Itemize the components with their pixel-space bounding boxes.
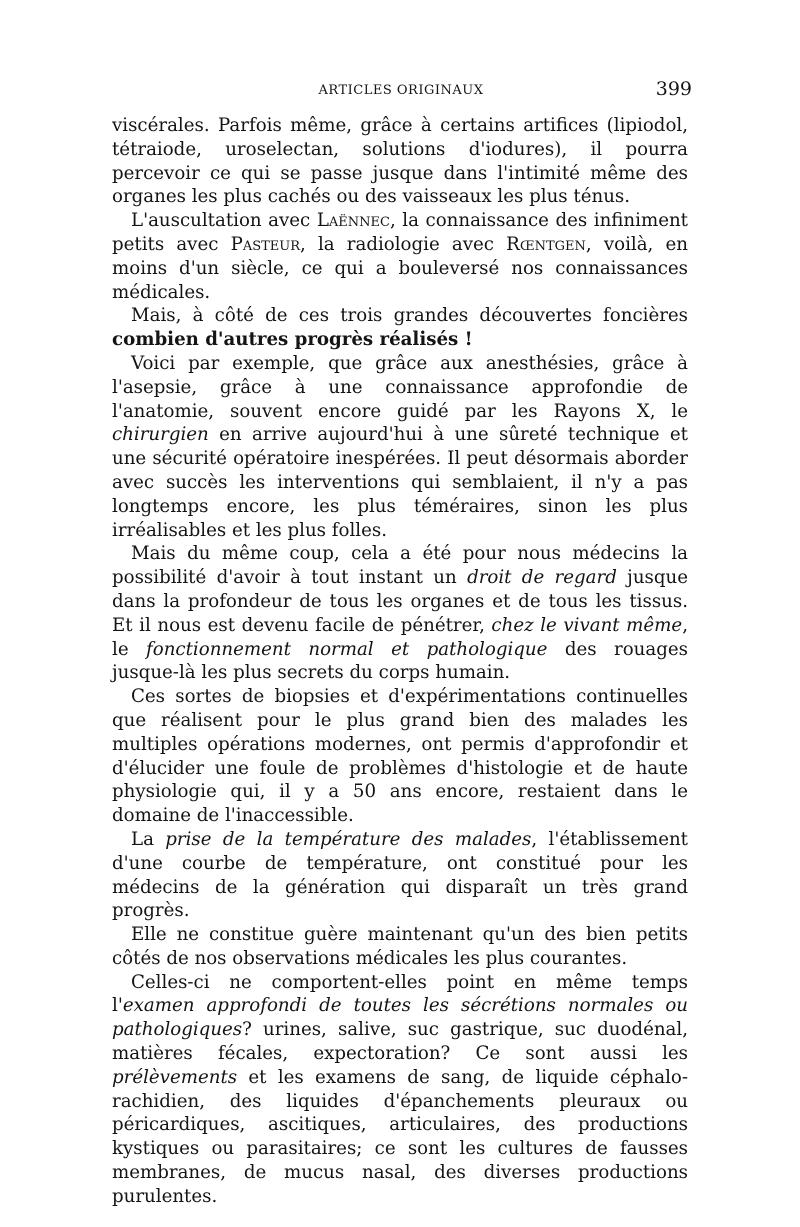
- text-run: ? urines, salive, suc gastrique, suc duodénal, matières fécales, expectoration? Ce sont aussi les: [112, 1019, 688, 1065]
- paragraph-8: [112, 923, 688, 971]
- name-roentgen: Rœntgen: [506, 233, 586, 255]
- paragraph-1: [112, 114, 688, 209]
- text-run: Mais, à côté de ces trois grandes découvertes foncières: [131, 305, 688, 327]
- paragraph-5: [112, 542, 688, 685]
- page-header: [110, 78, 692, 102]
- paragraph-3: [112, 304, 688, 352]
- running-title: ARTICLES ORIGINAUX: [318, 83, 484, 98]
- text-run: des rouages jusque-là les plus secrets du corps humain.: [112, 638, 688, 684]
- paragraph-4: [112, 352, 688, 542]
- name-laennec: Laënnec: [316, 210, 390, 232]
- text-run: , voilà, en moins d'un siècle, ce qui a bouleversé nos connaissances médicales.: [112, 233, 688, 303]
- text-run: Celles-ci ne comportent-elles point en même temps l': [112, 971, 688, 1017]
- text-run: en arrive aujourd'hui à une sûreté technique et une sécurité opératoire inespérées. Il peut désormais aborder avec succès les interventions qui semblaient, il n'y a pas longtemps encore, les plus téméraires, sinon les plus irréalisables et les plus folles.: [112, 424, 688, 541]
- paragraph-6: [112, 685, 688, 828]
- body-text: [112, 114, 688, 1209]
- italic-emphasis: fonctionnement normal et pathologique: [146, 638, 548, 660]
- text-run: , le: [112, 614, 688, 660]
- text-run: Voici par exemple, que grâce aux anesthésies, grâce à l'asepsie, grâce à une connaissance approfondie de l'anatomie, souvent encore guidé par les Rayons X, le: [112, 352, 688, 422]
- bold-emphasis: combien d'autres progrès réalisés !: [112, 329, 473, 351]
- paragraph-7: [112, 828, 688, 923]
- paragraph-text: Elle ne constitue guère maintenant qu'un des bien petits côtés de nos observations médicales les plus courantes.: [112, 924, 688, 969]
- italic-emphasis: droit de regard: [467, 567, 617, 589]
- text-run: , la radiologie avec: [300, 233, 507, 255]
- text-run: et les examens de sang, de liquide céphalo-rachidien, des liquides d'épanchements pleuraux ou péricardiques, ascitiques, articulaires, des productions kystiques ou parasitaires; ce sont les cultures de fausses membranes, de mucus nasal, des diverses productions purulentes.: [112, 1066, 688, 1207]
- paragraph-2: [112, 209, 688, 304]
- text-run: , la connaissance des infiniment petits avec: [112, 210, 688, 255]
- italic-emphasis: chez le vivant même: [491, 614, 683, 636]
- text-run: Mais du même coup, cela a été pour nous médecins la possibilité d'avoir à tout instant un: [112, 543, 688, 589]
- italic-emphasis: examen approfondi de toutes les sécrétions normales ou pathologiques: [112, 995, 688, 1041]
- text-run: L'auscultation avec: [131, 210, 317, 232]
- text-run: jusque dans la profondeur de tous les organes et de tous les tissus. Et il nous est devenu facile de pénétrer,: [112, 567, 688, 636]
- italic-emphasis: chirurgien: [112, 424, 209, 446]
- text-run: La: [131, 828, 166, 850]
- name-pasteur: Pasteur: [230, 233, 301, 255]
- paragraph-9: [112, 971, 688, 1209]
- paragraph-text: Ces sortes de biopsies et d'expérimentations continuelles que réalisent pour le plus grand bien des malades les multiples opérations modernes, ont permis d'approfondir et d'élucider une foule de problèmes d'histologie et de haute physiologie qui, il y a 50 ans encore, restaient dans le domaine de l'inaccessible.: [112, 686, 688, 827]
- italic-emphasis: prise de la température des malades: [165, 828, 532, 850]
- paragraph-text: viscérales. Parfois même, grâce à certains artifices (lipiodol, tétraiode, uroselectan, solutions d'iodures), il pourra percevoir ce qui se passe jusque dans l'intimité même des organes les plus cachés ou des vaisseaux les plus ténus.: [112, 115, 688, 208]
- italic-emphasis: prélèvements: [112, 1066, 238, 1088]
- text-run: , l'établissement d'une courbe de température, ont constitué pour les médecins de la génération qui disparaît un très grand progrès.: [112, 828, 688, 922]
- page-number: 399: [655, 78, 692, 100]
